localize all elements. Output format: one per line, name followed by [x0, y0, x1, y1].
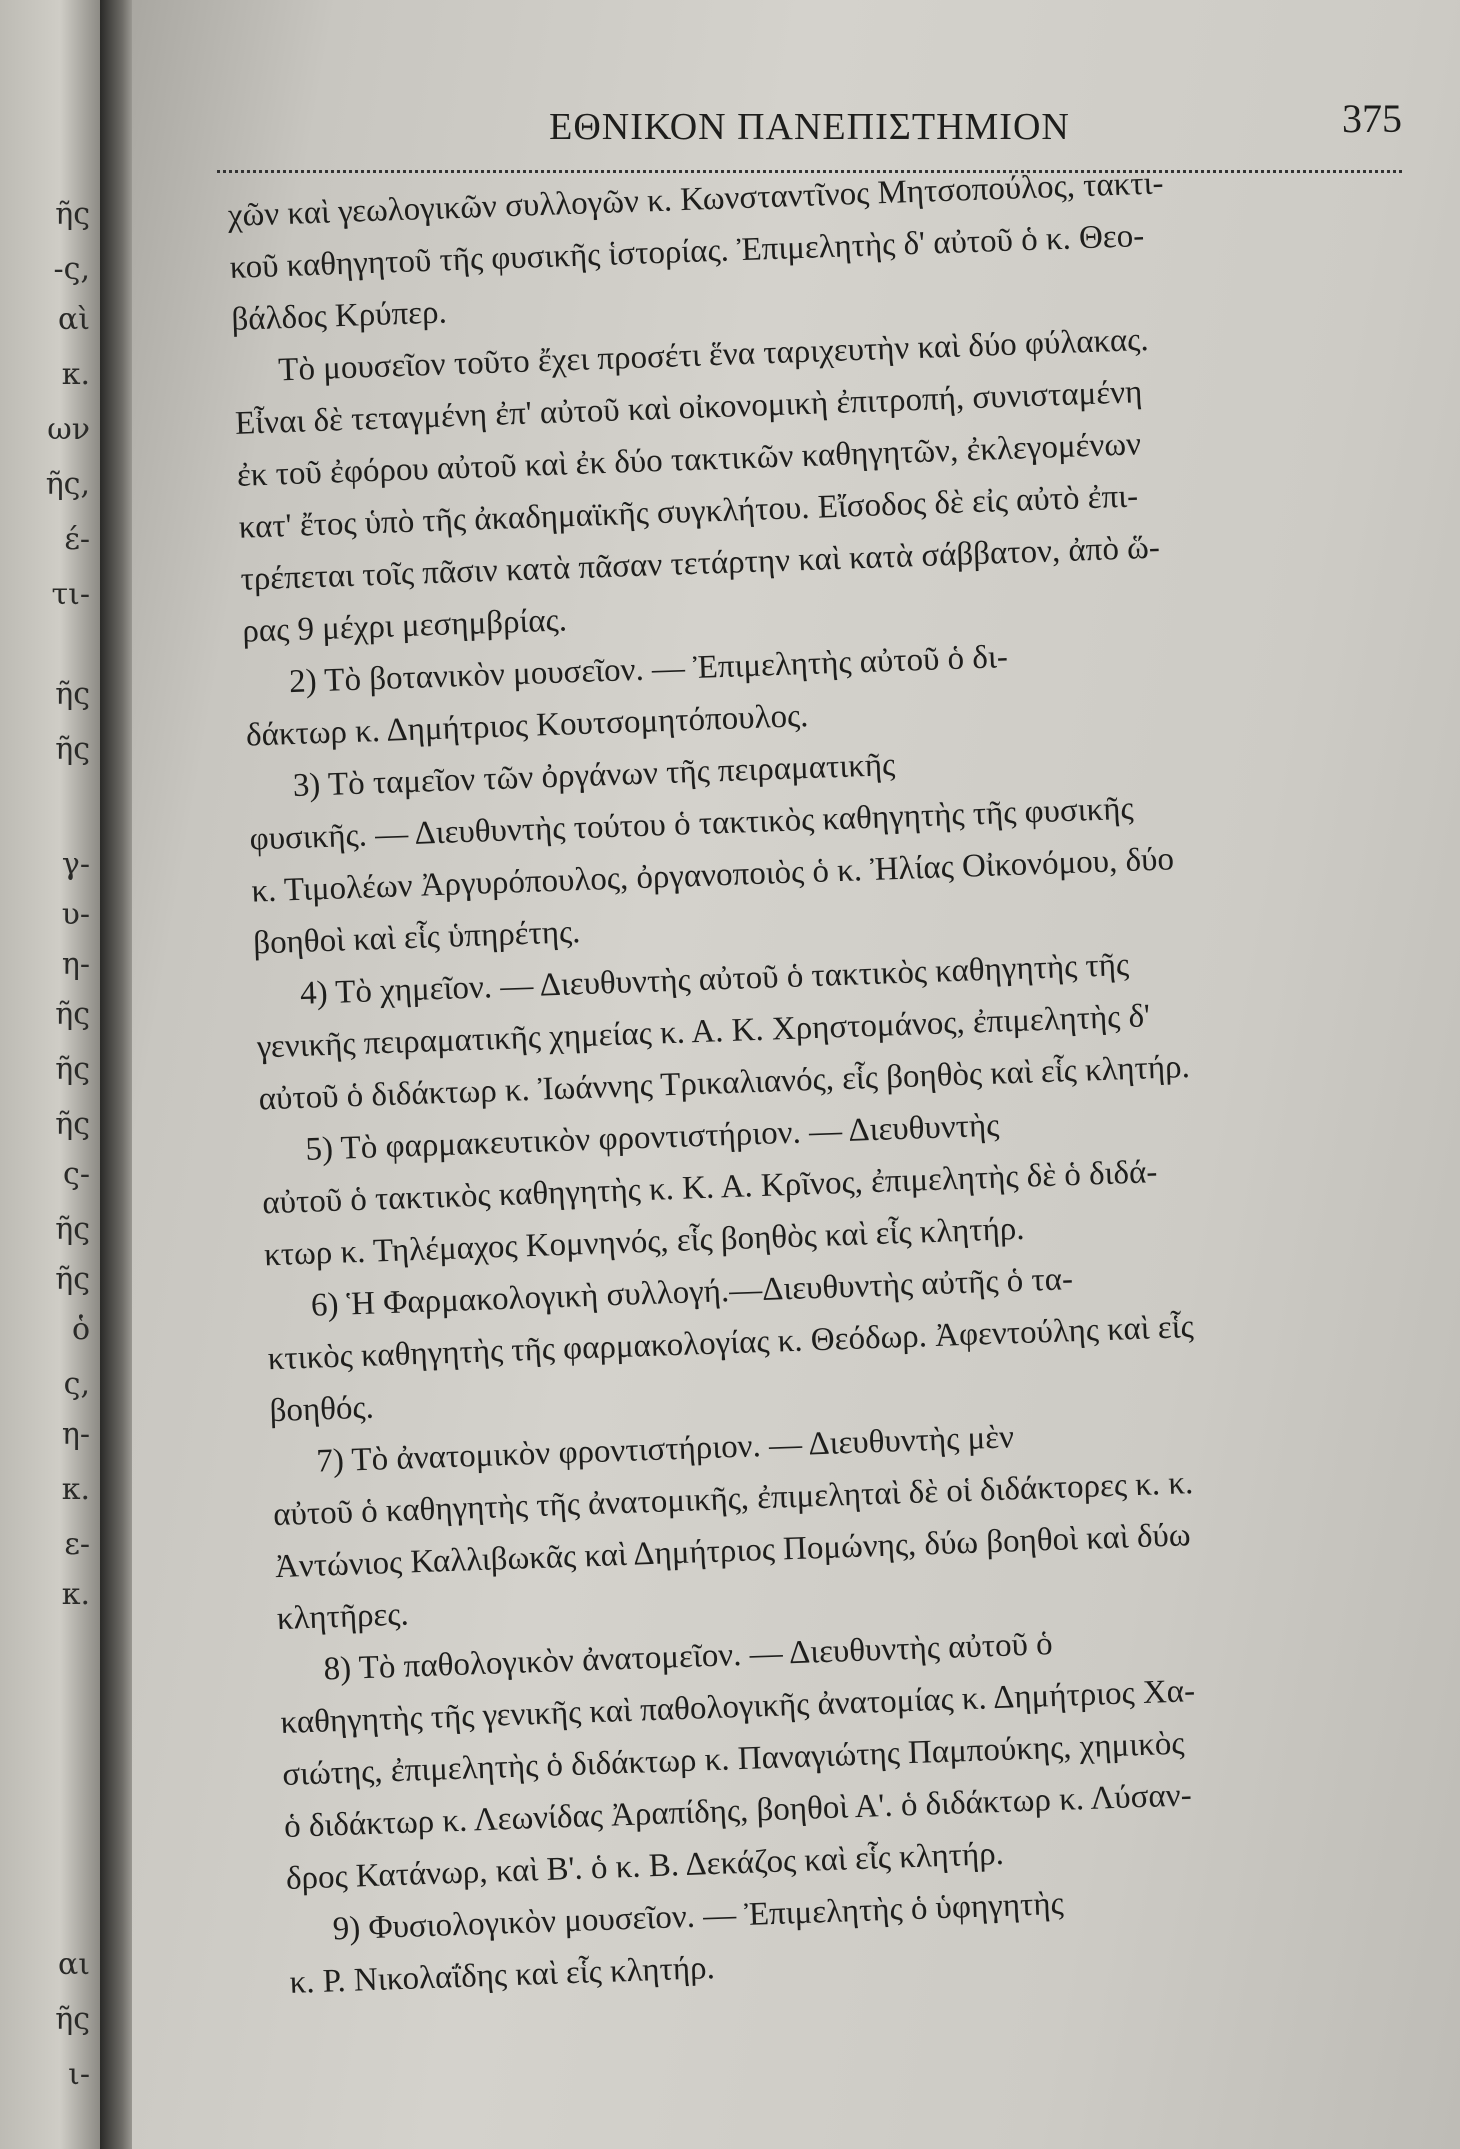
margin-fragment: η-: [61, 947, 90, 982]
text-line: ὁ διδάκτωρ κ. Λεωνίδας Ἀραπίδης, βοηθοὶ Α'. ὁ διδάκτωρ κ. Λύσαν-: [283, 1777, 1193, 1845]
book-page: [132, 0, 1460, 2149]
text-line: αὐτοῦ ὁ καθηγητὴς τῆς ἀνατομικῆς, ἐπιμεληταὶ δὲ οἱ διδάκτορες κ. κ.: [272, 1465, 1194, 1534]
running-title: ΕΘΝΙΚΟΝ ΠΑΝΕΠΙΣΤΗΜΙΟΝ: [549, 106, 1070, 148]
margin-fragment: ῆς: [55, 1262, 90, 1297]
margin-fragment: ῆς: [55, 1107, 90, 1142]
page-number: 375: [1342, 96, 1402, 141]
text-line: κοῦ καθηγητοῦ τῆς φυσικῆς ἱστορίας. Ἐπιμελητὴς δ' αὐτοῦ ὁ κ. Θεο-: [229, 218, 1145, 286]
text-line: ρας 9 μέχρι μεσημβρίας.: [241, 602, 568, 650]
text-line: κτικὸς καθηγητὴς τῆς φαρμακολογίας κ. Θεόδωρ. Ἀφεντούλης καὶ εἷς: [267, 1308, 1195, 1378]
list-item-heading: 2) Τὸ βοτανικὸν μουσεῖον. — Ἐπιμελητὴς αὐτοῦ ὁ δι-: [288, 639, 1009, 701]
margin-fragment: γ-: [61, 847, 90, 882]
margin-fragment: έ-: [64, 522, 90, 557]
text-line: κ. Τιμολέων Ἀργυρόπουλος, ὀργανοποιὸς ὁ κ. Ἠλίας Οἰκονόμου, δύο: [250, 841, 1175, 910]
margin-fragment: ς,: [63, 1367, 90, 1402]
margin-fragment: ς-: [63, 1157, 90, 1192]
text-line: κατ' ἔτος ὑπὸ τῆς ἀκαδημαϊκῆς συγκλήτου. Εἴσοδος δὲ εἰς αὐτὸ ἐπι-: [238, 478, 1139, 546]
margin-fragment: κ.: [61, 1472, 90, 1507]
text-line: καθηγητὴς τῆς γενικῆς καὶ παθολογικῆς ἀνατομίας κ. Δημήτριος Χα-: [279, 1673, 1196, 1742]
paragraph-start: Τὸ μουσεῖον τοῦτο ἔχει προσέτι ἕνα ταριχευτὴν καὶ δύο φύλακας.: [277, 321, 1150, 389]
margin-fragment: ῆς,: [45, 467, 90, 502]
text-line: κλητῆρες.: [276, 1596, 410, 1638]
list-item-heading: 8) Τὸ παθολογικὸν ἀνατομεῖον. — Διευθυντὴς αὐτοῦ ὁ: [323, 1626, 1054, 1688]
list-item-heading: 4) Τὸ χημεῖον. — Διευθυντὴς αὐτοῦ ὁ τακτικὸς καθηγητὴς τῆς: [299, 947, 1130, 1012]
text-line: τρέπεται τοῖς πᾶσιν κατὰ πᾶσαν τετάρτην καὶ κατὰ σάββατον, ἀπὸ ὥ-: [239, 529, 1161, 598]
list-item-heading: 6) Ἡ Φαρμακολογικὴ συλλογή.—Διευθυντὴς αὐτῆς ὁ τα-: [310, 1261, 1074, 1324]
margin-fragment: -ς,: [53, 252, 90, 287]
margin-fragment: ῆς: [55, 997, 90, 1032]
margin-fragment: αὶ: [57, 302, 90, 337]
list-item-heading: 3) Τὸ ταμεῖον τῶν ὀργάνων τῆς πειραματικῆς: [292, 747, 896, 805]
text-line: βοηθοὶ καὶ εἷς ὑπηρέτης.: [252, 914, 581, 962]
margin-fragment: ῆς: [55, 1052, 90, 1087]
text-line: Ἀντώνιος Καλλιβωκᾶς καὶ Δημήτριος Πομώνης, δύω βοηθοὶ καὶ δύω: [274, 1517, 1192, 1586]
body-text: [227, 150, 1440, 2009]
margin-fragment: ῆς: [55, 197, 90, 232]
text-line: ἐκ τοῦ ἐφόρου αὐτοῦ καὶ ἐκ δύο τακτικῶν καθηγητῶν, ἐκλεγομένων: [236, 426, 1142, 494]
text-line: αὐτοῦ ὁ διδάκτωρ κ. Ἰωάννης Τρικαλιανός, εἷς βοηθὸς καὶ εἷς κλητήρ.: [258, 1048, 1191, 1118]
margin-fragment: κ.: [61, 1577, 90, 1612]
text-line: γενικῆς πειραματικῆς χημείας κ. Α. Κ. Χρηστομάνος, ἐπιμελητὴς δ': [256, 998, 1151, 1066]
list-item-heading: 5) Τὸ φαρμακευτικὸν φροντιστήριον. — Διευθυντὴς: [304, 1107, 1000, 1168]
text-line: φυσικῆς. — Διευθυντὴς τούτου ὁ τακτικὸς καθηγητὴς τῆς φυσικῆς: [249, 790, 1135, 858]
text-line: βοηθός.: [269, 1389, 375, 1430]
margin-fragment: ὁ: [71, 1312, 90, 1347]
text-line: βάλδος Κρύπερ.: [230, 294, 448, 338]
text-line: κ. Ρ. Νικολαΐδης καὶ εἷς κλητήρ.: [288, 1950, 716, 2001]
margin-fragment: ι-: [68, 2057, 90, 2092]
margin-fragment: αι: [57, 1947, 90, 1982]
margin-fragment: ε-: [64, 1527, 90, 1562]
text-line: κτωρ κ. Τηλέμαχος Κομνηνός, εἷς βοηθὸς καὶ εἷς κλητήρ.: [263, 1210, 1026, 1274]
text-line: δρος Κατάνωρ, καὶ Β'. ὁ κ. Β. Δεκάζος καὶ εἷς κλητήρ.: [285, 1835, 1005, 1897]
margin-fragment: ῆς: [55, 677, 90, 712]
margin-fragment: ῆς: [55, 732, 90, 767]
list-item-heading: 7) Τὸ ἀνατομικὸν φροντιστήριον. — Διευθυντὴς μὲν: [315, 1419, 1015, 1480]
margin-fragment: κ.: [61, 357, 90, 392]
book-gutter: [100, 0, 132, 2149]
margin-fragment: ῆς: [55, 2002, 90, 2037]
margin-fragment: ων: [47, 412, 90, 447]
text-line: σιώτης, ἐπιμελητὴς ὁ διδάκτωρ κ. Παναγιώτης Παμπούκης, χημικὸς: [281, 1725, 1185, 1794]
margin-fragment: η-: [61, 1417, 90, 1452]
text-line: Εἶναι δὲ τεταγμένη ἐπ' αὐτοῦ καὶ οἰκονομικὴ ἐπιτροπή, συνισταμένη: [234, 374, 1143, 442]
text-line: χῶν καὶ γεωλογικῶν συλλογῶν κ. Κωνσταντῖνος Μητσοπούλος, τακτι-: [227, 165, 1164, 234]
text-line: δάκτωρ κ. Δημήτριος Κουτσομητόπουλος.: [245, 698, 809, 754]
text-line: αὐτοῦ ὁ τακτικὸς καθηγητὴς κ. Κ. Α. Κρῖνος, ἐπιμελητὴς δὲ ὁ διδά-: [261, 1154, 1158, 1222]
margin-fragment: υ-: [61, 897, 90, 932]
list-item-heading: 9) Φυσιολογικὸν μουσεῖον. — Ἐπιμελητὴς ὁ ὑφηγητὴς: [332, 1885, 1065, 1948]
margin-fragment: ῆς: [55, 1212, 90, 1247]
left-page-edge: [0, 0, 100, 2149]
margin-fragment: τι-: [51, 577, 90, 612]
